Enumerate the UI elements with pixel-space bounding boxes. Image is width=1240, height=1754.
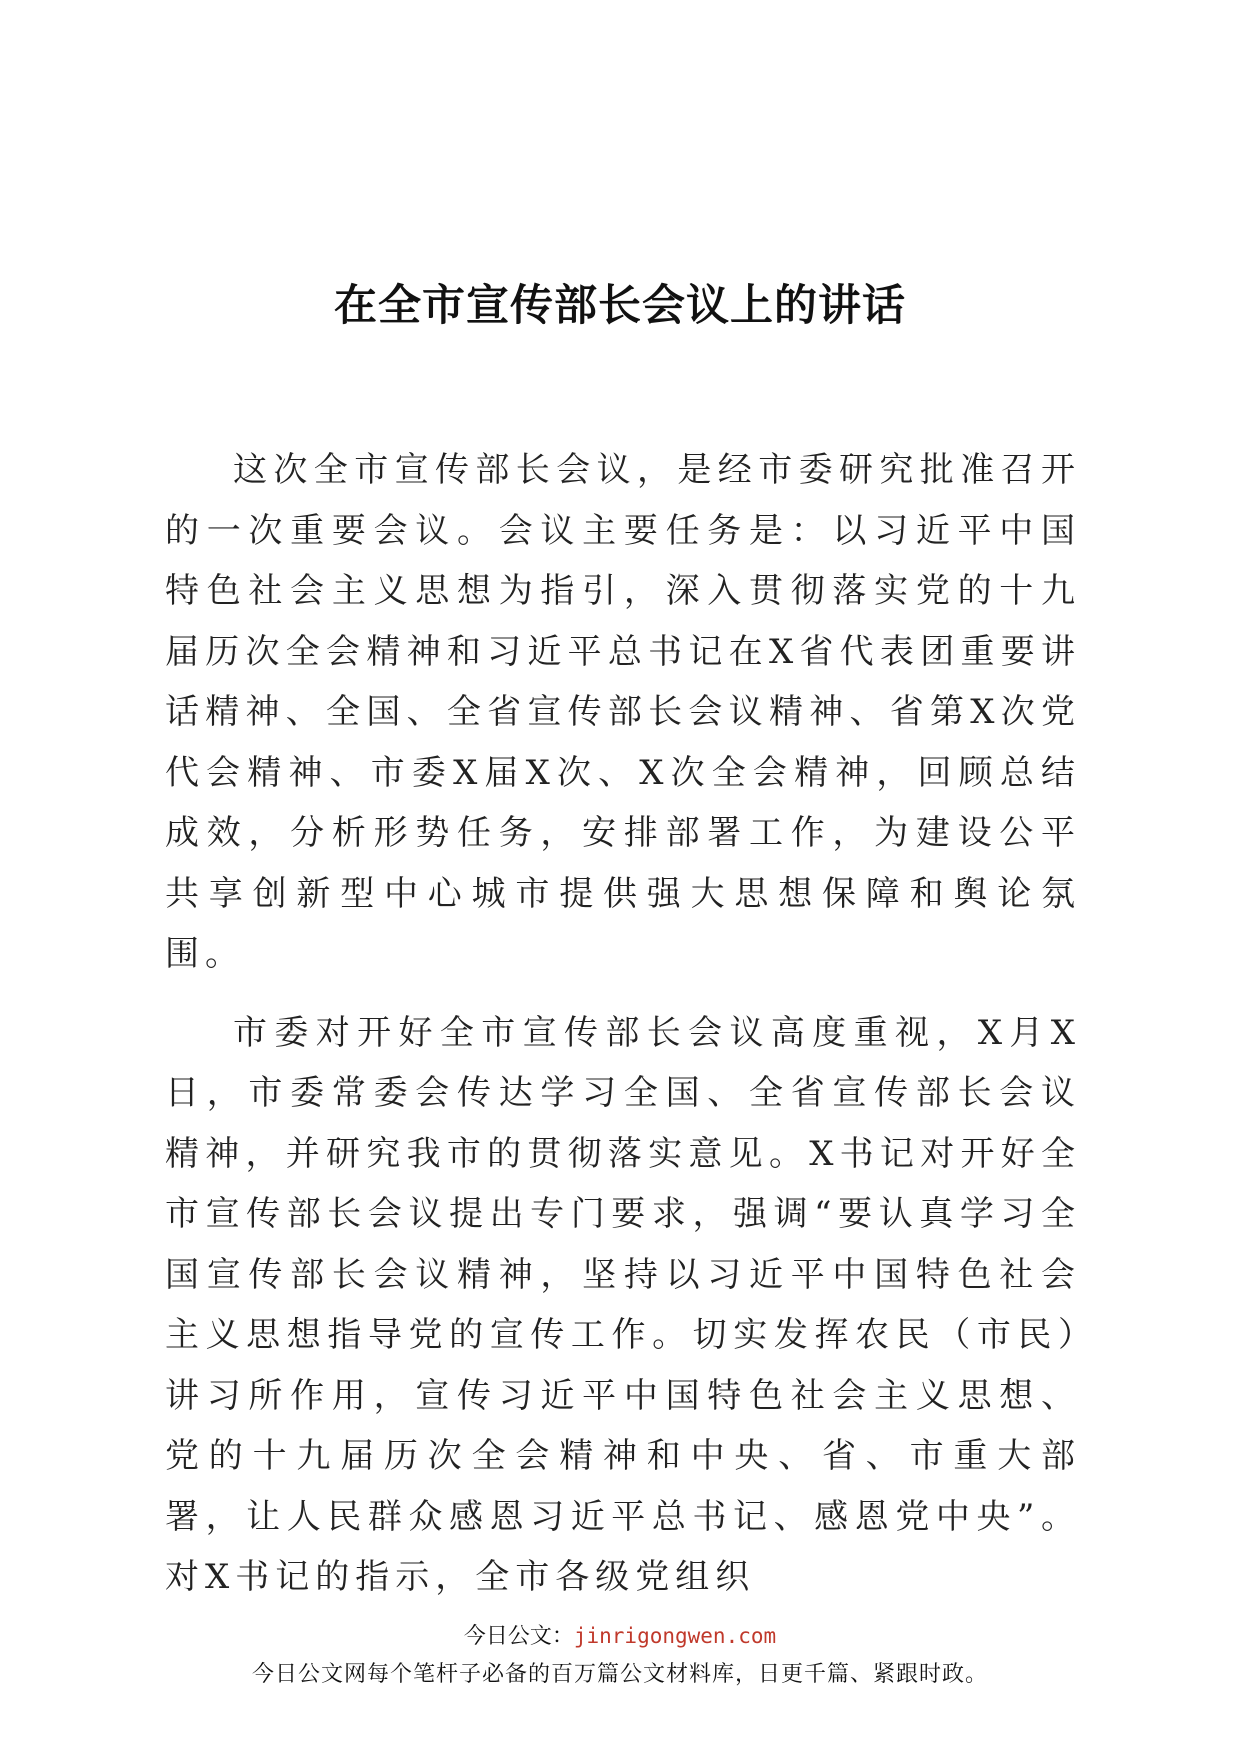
- footer-site-label: 今日公文：: [463, 1624, 574, 1649]
- document-title: 在全市宣传部长会议上的讲话: [334, 281, 906, 331]
- page-footer: [0, 1618, 1240, 1695]
- footer-site-link[interactable]: jinrigongwen.com: [573, 1624, 777, 1648]
- footer-slogan: 今日公文网每个笔杆子必备的百万篇公文材料库，日更千篇、紧跟时政。: [251, 1662, 988, 1687]
- paragraph-2: 市委对开好全市宣传部长会议高度重视，X月X日，市委常委会传达学习全国、全省宣传部长会议精神，并研究我市的贯彻落实意见。X书记对开好全市宣传部长会议提出专门要求，强调“要认真学习全国宣传部长会议精神，坚持以习近平中国特色社会主义思想指导党的宣传工作。切实发挥农民（市民）讲习所作用，宣传习近平中国特色社会主义思想、党的十九届历次全会精神和中央、省、市重大部署，让人民群众感恩习近平总书记、感恩党中央”。对X书记的指示，全市各级党组织: [165, 1012, 1081, 1597]
- footer-site-line: [0, 1618, 1240, 1655]
- document-body: [165, 440, 1081, 1608]
- paragraph-1: 这次全市宣传部长会议，是经市委研究批准召开的一次重要会议。会议主要任务是：以习近平中国特色社会主义思想为指引，深入贯彻落实党的十九届历次全会精神和习近平总书记在X省代表团重要讲话精神、全国、全省宣传部长会议精神、省第X次党代会精神、市委X届X次、X次全会精神，回顾总结成效，分析形势任务，安排部署工作，为建设公平共享创新型中心城市提供强大思想保障和舆论氛围。: [165, 450, 1081, 974]
